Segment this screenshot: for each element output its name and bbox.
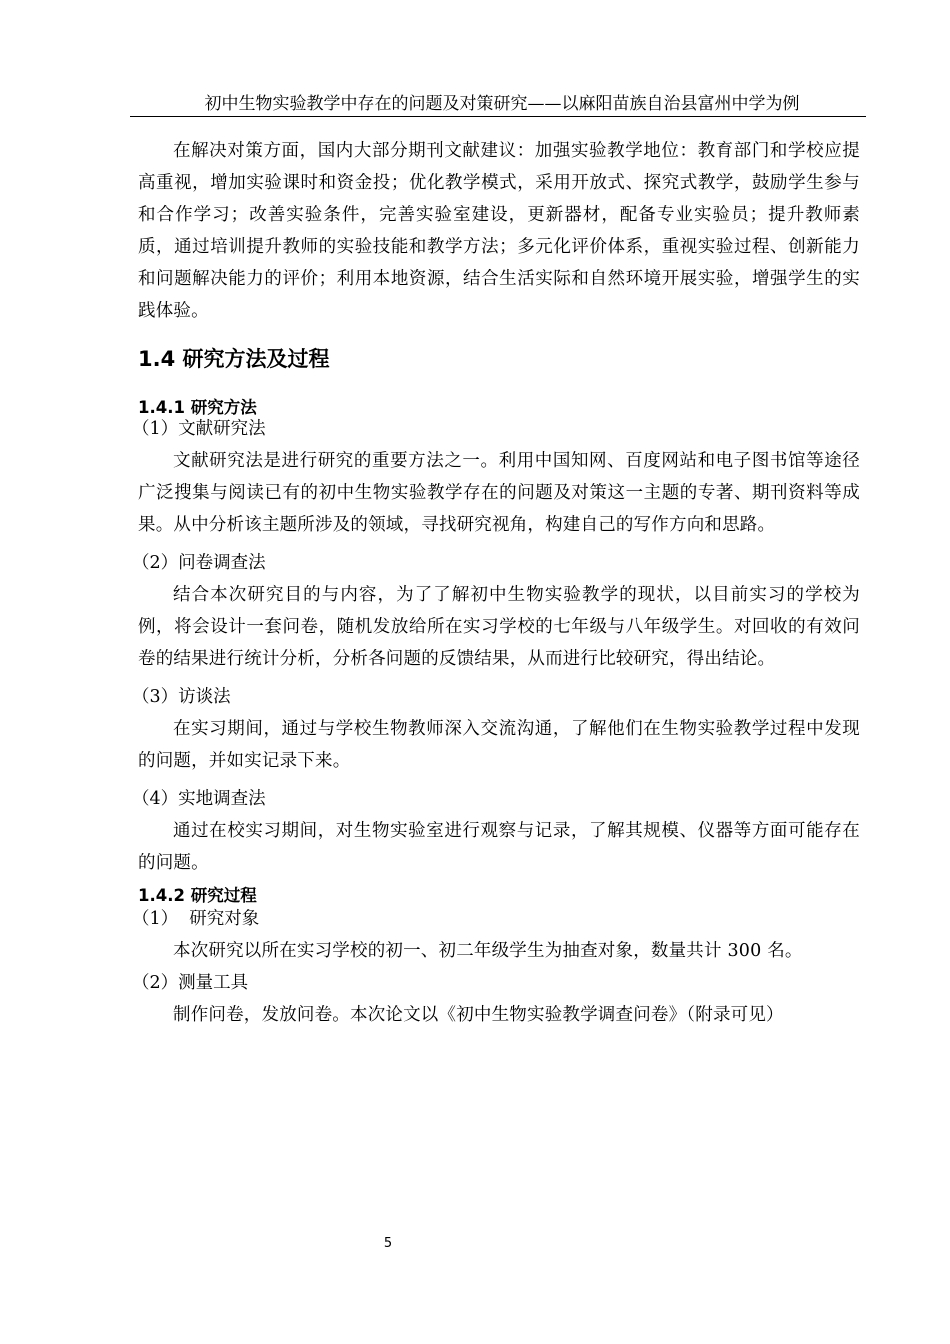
paragraph-subjects: 本次研究以所在实习学校的初一、初二年级学生为抽查对象，数量共计 300 名。 <box>173 941 803 961</box>
paragraph-tools: 制作问卷，发放问卷。本次论文以《初中生物实验教学调查问卷》（附录可见） <box>173 1005 784 1025</box>
paragraph-field-survey: 通过在校实习期间，对生物实验室进行观察与记录，了解其规模、仪器等方面可能存在的问题。 <box>138 821 860 873</box>
section-heading-1-4: 1.4 研究方法及过程 <box>138 347 330 371</box>
page-number: 5 <box>383 1236 393 1251</box>
method-item-interview: （3）访谈法 <box>132 687 231 707</box>
method-item-questionnaire: （2）问卷调查法 <box>132 553 266 573</box>
process-item-subjects: （1） 研究对象 <box>132 909 260 929</box>
running-header: 初中生物实验教学中存在的问题及对策研究——以麻阳苗族自治县富州中学为例 <box>204 94 800 114</box>
paragraph-questionnaire: 结合本次研究目的与内容，为了了解初中生物实验教学的现状，以目前实习的学校为例，将会设计一套问卷，随机发放给所在实习学校的七年级与八年级学生。对回收的有效问卷的结果进行统计分析，分析各问题的反馈结果，从而进行比较研究，得出结论。 <box>138 585 860 669</box>
paragraph-interview: 在实习期间，通过与学校生物教师深入交流沟通，了解他们在生物实验教学过程中发现的问题，并如实记录下来。 <box>138 719 860 771</box>
paragraph-literature: 文献研究法是进行研究的重要方法之一。利用中国知网、百度网站和电子图书馆等途径广泛搜集与阅读已有的初中生物实验教学存在的问题及对策这一主题的专著、期刊资料等成果。从中分析该主题所涉及的领域，寻找研究视角，构建自己的写作方向和思路。 <box>138 451 860 535</box>
method-item-literature: （1）文献研究法 <box>132 419 266 439</box>
subsection-heading-1-4-1: 1.4.1 研究方法 <box>138 398 257 417</box>
intro-paragraph: 在解决对策方面，国内大部分期刊文献建议：加强实验教学地位：教育部门和学校应提高重视，增加实验课时和资金投；优化教学模式，采用开放式、探究式教学，鼓励学生参与和合作学习；改善实验条件，完善实验室建设，更新器材，配备专业实验员；提升教师素质，通过培训提升教师的实验技能和教学方法；多元化评价体系，重视实验过程、创新能力和问题解决能力的评价；利用本地资源，结合生活实际和自然环境开展实验，增强学生的实践体验。 <box>138 141 860 321</box>
process-item-tools: （2）测量工具 <box>132 973 249 993</box>
method-item-field-survey: （4）实地调查法 <box>132 789 266 809</box>
subsection-heading-1-4-2: 1.4.2 研究过程 <box>138 886 257 905</box>
header-divider <box>130 116 866 117</box>
document-body <box>132 135 860 1031</box>
